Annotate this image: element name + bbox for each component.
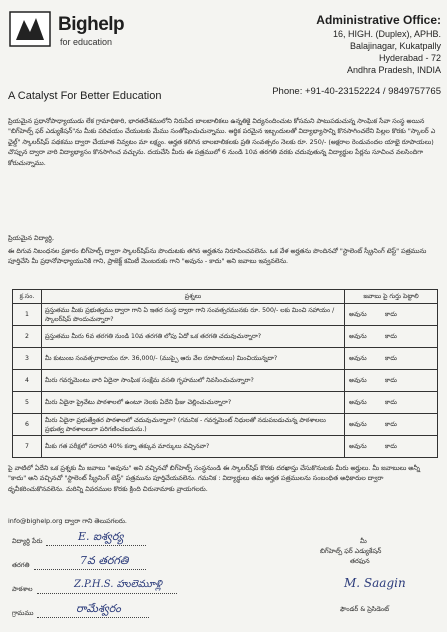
address-line: 16, HIGH. (Duplex), APHB. [332,29,441,39]
eligibility-note: పై వాటిలో ఏదేని ఒక ప్రశ్నకు మీ జవాబు "అవును" అని వచ్చినచో బిగ్‌హెల్ప్ సంస్థనుండి ఈ స్కాలర్‌షిప్ కొరకు దరఖాస్తు చేసుకొనుటకు మీరు అర్హులు. మీ జవాబులు అన్నీ "కాదు" అని వచ్చినచో "స్టాలెంట్ స్క్రీనింగ్ టెస్ట్" పత్రమును పూర్తిచేయవలెను. గమనిక : విద్యార్థులు తమ అర్హత పత్రములను సంబంధిత అధికారుల ద్వారా ధృవీకరించుకొనవలెను. మరిన్ని వివరముల కొరకు క్రింది చిరునామాకు వ్రాయగలరు. [8,464,421,493]
row-question: మీరు ఏదైనా ప్రైవేటు పాఠశాలలో ఉంటూ నెలకు ఏదేని ఫీజు చెల్లించుచున్నారా? [42,392,345,414]
field-label: గ్రామము [12,609,34,617]
student-name-value: E. ఐశ్వర్య [78,530,124,543]
table-row [13,392,438,414]
row-question: మీరు ఏదైనా ప్రభుత్వేతర పాఠశాలలో చదువుచున్నారా? (గమనిక - గవర్నమెంట్ నిధులతో నడుపబడుచున్న పాఠశాలలు ప్రభుత్వ పాఠశాలలుగా పరిగణించబడును.) [42,414,345,436]
brand-name: Bighelp [58,14,125,35]
phone-number: Phone: +91-40-23152224 / 9849757765 [272,86,441,97]
school-value: Z.P.H.S. హులెమూళ్లి [74,579,162,590]
row-question: మీరు గవర్నమెంటు వారి ఏదైనా సాంఘిక సంక్షేమ వసతి గృహములో నివసించుచున్నారా? [42,370,345,392]
address-line: Balajinagar, Kukatpally [349,41,441,51]
row-question: మీకు గత పరీక్షలో సరాసరి 40% కన్నా తక్కువ మార్కులు వచ్చినవా? [42,436,345,458]
row-answer[interactable] [345,326,438,348]
address-line: Andhra Pradesh, INDIA [346,65,441,75]
no-option[interactable]: కాదు [385,377,397,384]
signature: M. Saagin [344,576,406,590]
instructions-paragraph: ఈ దిగువ నిబంధనల ప్రకారం బిగ్‌హెల్ప్ ద్వారా స్కాలర్‌షిప్‌ను పొందుటకు తగిన అర్హతను నిరూపించవలెను. ఒక వేళ అర్హతను పొందినచో "స్టాలెంట్ స్క్రీనింగ్ టెస్ట్" పత్రమును పూర్తిచేసి మీ ప్రధానోపాధ్యాయునికి గాని, ప్రాజెక్ట్ కమిటీ మెంబరుకు గాని "అవును - కాదు" అని జవాబు ఇవ్వవలెను. [8,247,427,266]
tagline: A Catalyst For Better Education [8,90,162,102]
col-answer: జవాబు పై గుర్తు పెట్టాలి [345,290,438,304]
from-label: మీ [360,537,367,545]
table-row [13,304,438,326]
office-title: Administrative Office: [316,13,441,27]
no-option[interactable]: కాదు [385,333,397,340]
row-answer[interactable] [345,348,438,370]
row-number: 2 [13,326,42,348]
no-option[interactable]: కాదు [385,443,397,450]
address-line: Hyderabad - 72 [378,53,441,63]
row-answer[interactable] [345,414,438,436]
row-number: 4 [13,370,42,392]
table-row [13,348,438,370]
office-address [231,13,441,97]
table-row [13,436,438,458]
row-question: ప్రస్తుతము మీరు 6వ తరగతి నుండి 10వ తరగతి లోపు ఏదో ఒక తరగతి చదువుచున్నారా? [42,326,345,348]
row-number: 7 [13,436,42,458]
row-number: 6 [13,414,42,436]
row-answer[interactable] [345,392,438,414]
yes-option[interactable]: అవును [349,399,367,406]
row-answer[interactable] [345,304,438,326]
no-option[interactable]: కాదు [385,421,397,428]
col-question: ప్రశ్నలు [42,290,345,304]
field-label: విద్యార్థి పేరు [12,537,43,545]
row-number: 5 [13,392,42,414]
no-option[interactable]: కాదు [385,399,397,406]
table-header-row [13,290,438,304]
organization-name: బిగ్‌హెల్ప్ ఫర్ ఎడ్యుకేషన్ [320,547,382,555]
row-question: మీ కుటుంబ సంవత్సరాదాయం రూ. 36,000/- (ముప్పై ఆరు వేల రూపాయలు) మించియున్నదా? [42,348,345,370]
no-option[interactable]: కాదు [385,355,397,362]
contact-email: info@bighelp.org ద్వారా గాని తెలుపగలరు. [8,517,127,525]
yes-option[interactable]: అవును [349,355,367,362]
field-label: తరగతి [12,561,30,569]
village-value: రామేశ్వరం [76,602,121,615]
row-answer[interactable] [345,436,438,458]
class-value: 7వ తరగతి [80,554,129,567]
table-row [13,414,438,436]
on-behalf-label: తరఫున [350,557,370,565]
row-answer[interactable] [345,370,438,392]
yes-option[interactable]: అవును [349,443,367,450]
yes-option[interactable]: అవును [349,333,367,340]
student-salutation: ప్రియమైన విద్యార్థి, [8,234,54,242]
yes-option[interactable]: అవును [349,377,367,384]
table-row [13,370,438,392]
intro-paragraph: ప్రియమైన ప్రధానోపాధ్యాయుడు లేక గ్రామాధికారి, భారతదేశములోని నిరుపేద బాలబాలికలు ఉన్నతికై విద్యనందించుట కోసమని పాటుపడుచున్న సాంఘిక సేవా సంస్థ అయిన "బిగ్‌హెల్ప్ ఫర్ ఎడ్యుకేషన్"ను మీకు పరిచయం చేయుటకు మేము సంతోషించుచున్నాము. ఆర్థిక పరమైన ఇబ్బందులతో విద్యాభ్యాసాన్ని కొనసాగించలేని పిల్లల కొరకు "స్కాలర్ ఎ ఛైల్డ్" స్కాలర్‌షిప్ పథకము ద్వారా చేయూత నివ్వటం మా లక్ష్యం. అర్హత కలిగిన బాలబాలికలకు ప్రతి సంవత్సరం నెలకు రూ. 250/- (అక్షరాల రెండువందల యాభై రూపాయలు) చొప్పున ద్వారా వారి విద్యాభ్యాసం కొనసాగించ వచ్చును. దయచేసి మీరు ఈ పత్రములో 6 నుండి 10వ తరగతి వరకు చదువుతున్న విద్యార్థుల పేర్లను సూచించ వలసిందిగా కోరుచున్నాము. [8,117,436,167]
yes-option[interactable]: అవును [349,311,367,318]
yes-option[interactable]: అవును [349,421,367,428]
no-option[interactable]: కాదు [385,311,397,318]
bighelp-logo-icon [8,10,52,48]
field-label: పాఠశాల [12,585,33,593]
brand-subtitle: for education [60,37,113,47]
table-row [13,326,438,348]
row-number: 1 [13,304,42,326]
eligibility-table [12,289,438,458]
signatory-role: ఫౌండర్ & ప్రెసిడెంట్ [340,605,390,613]
signature-block [320,536,440,566]
row-question: ప్రస్తుతము మీకు ప్రభుత్వము ద్వారా గాని ఏ ఇతర సంస్థ ద్వారా గాని సంవత్సరమునకు రూ. 500/- లకు మించి సహాయం / స్కాలర్‌షిప్ పొందుచున్నారా? [42,304,345,326]
row-number: 3 [13,348,42,370]
col-serial: క్ర.సం. [13,290,42,304]
